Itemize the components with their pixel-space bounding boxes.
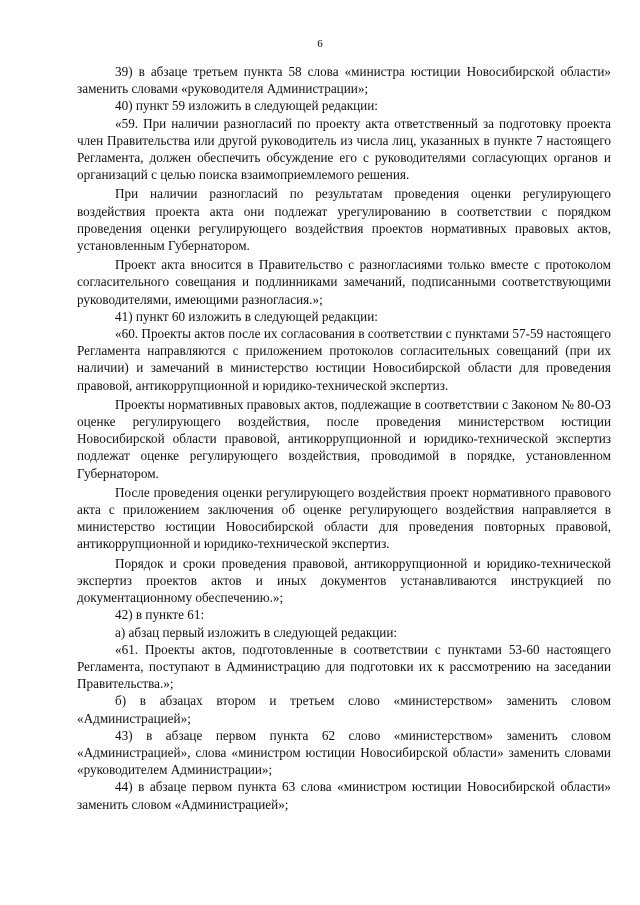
paragraph-60-procedure: Порядок и сроки проведения правовой, антикоррупционной и юридико-технической экспертиз проектов актов и иных документов устанавливаются инструкцией по документационному обеспечению.»; bbox=[77, 555, 611, 606]
page-number: 6 bbox=[317, 38, 323, 50]
paragraph-42-b: б) в абзацах втором и третьем слово «министерством» заменить словом «Администрацией»; bbox=[77, 693, 611, 726]
paragraph-60-after-assessment: После проведения оценки регулирующего воздействия проект нормативного правового акта с приложением заключения об оценке регулирующего воздействия направляется в министерство юстиции Новосибирской области для проведения повторных правовой, антикоррупционной и юридико-технической экспертиз. bbox=[77, 484, 611, 552]
paragraph-60-quote: «60. Проекты актов после их согласования в соответствии с пунктами 57-59 настоящего Регламента направляются с приложением протоколов согласительных совещаний (при их наличии) и замечаний в министерство юстиции Новосибирской области для проведения правовой, антикоррупционной и юридико-технической экспертиз. bbox=[77, 326, 611, 393]
paragraph-61-quote: «61. Проекты актов, подготовленные в соответствии с пунктами 53-60 настоящего Регламента, поступают в Администрацию для подготовки их к рассмотрению на заседании Правительства.»; bbox=[77, 641, 611, 692]
paragraph-44: 44) в абзаце первом пункта 63 слова «министром юстиции Новосибирской области» заменить словом «Администрацией»; bbox=[77, 779, 611, 812]
paragraph-43: 43) в абзаце первом пункта 62 слово «министерством» заменить словом «Администрацией», слова «министром юстиции Новосибирской области» заменить словами «руководителем Администрации»; bbox=[77, 727, 611, 778]
paragraph-40: 40) пункт 59 изложить в следующей редакции: bbox=[115, 98, 378, 114]
paragraph-41: 41) пункт 60 изложить в следующей редакции: bbox=[115, 308, 378, 324]
paragraph-59-submission: Проект акта вносится в Правительство с разногласиями только вместе с протоколом согласительного совещания и подлинниками замечаний, подписанными соответствующими руководителями, имеющими разногласия.»; bbox=[77, 257, 611, 307]
paragraph-42-a: а) абзац первый изложить в следующей редакции: bbox=[115, 624, 398, 640]
paragraph-60-regulatory: Проекты нормативных правовых актов, подлежащие в соответствии с Законом № 80-ОЗ оценке регулирующего воздействия, после проведения министерством юстиции Новосибирской области правовой, антикоррупционной и юридико-технической экспертиз подлежат оценке регулирующего воздействия, проводимой в порядке, установленном Губернатором. bbox=[77, 396, 611, 481]
document-body bbox=[77, 63, 611, 813]
paragraph-42: 42) в пункте 61: bbox=[115, 607, 205, 623]
paragraph-39: 39) в абзаце третьем пункта 58 слова «министра юстиции Новосибирской области» заменить словами «руководителя Администрации»; bbox=[77, 64, 611, 97]
paragraph-59-disagreements: При наличии разногласий по результатам проведения оценки регулирующего воздействия проекта акта они подлежат урегулированию в соответствии с порядком проведения оценки регулирующего воздействия проектов нормативных правовых актов, установленным Губернатором. bbox=[77, 186, 611, 254]
paragraph-59-quote: «59. При наличии разногласий по проекту акта ответственный за подготовку проекта член Правительства или другой руководитель из числа лиц, указанных в пункте 7 настоящего Регламента, должен обеспечить обсуждение его с руководителями согласующих органов и организаций с целью поиска взаимоприемлемого решения. bbox=[77, 115, 611, 183]
